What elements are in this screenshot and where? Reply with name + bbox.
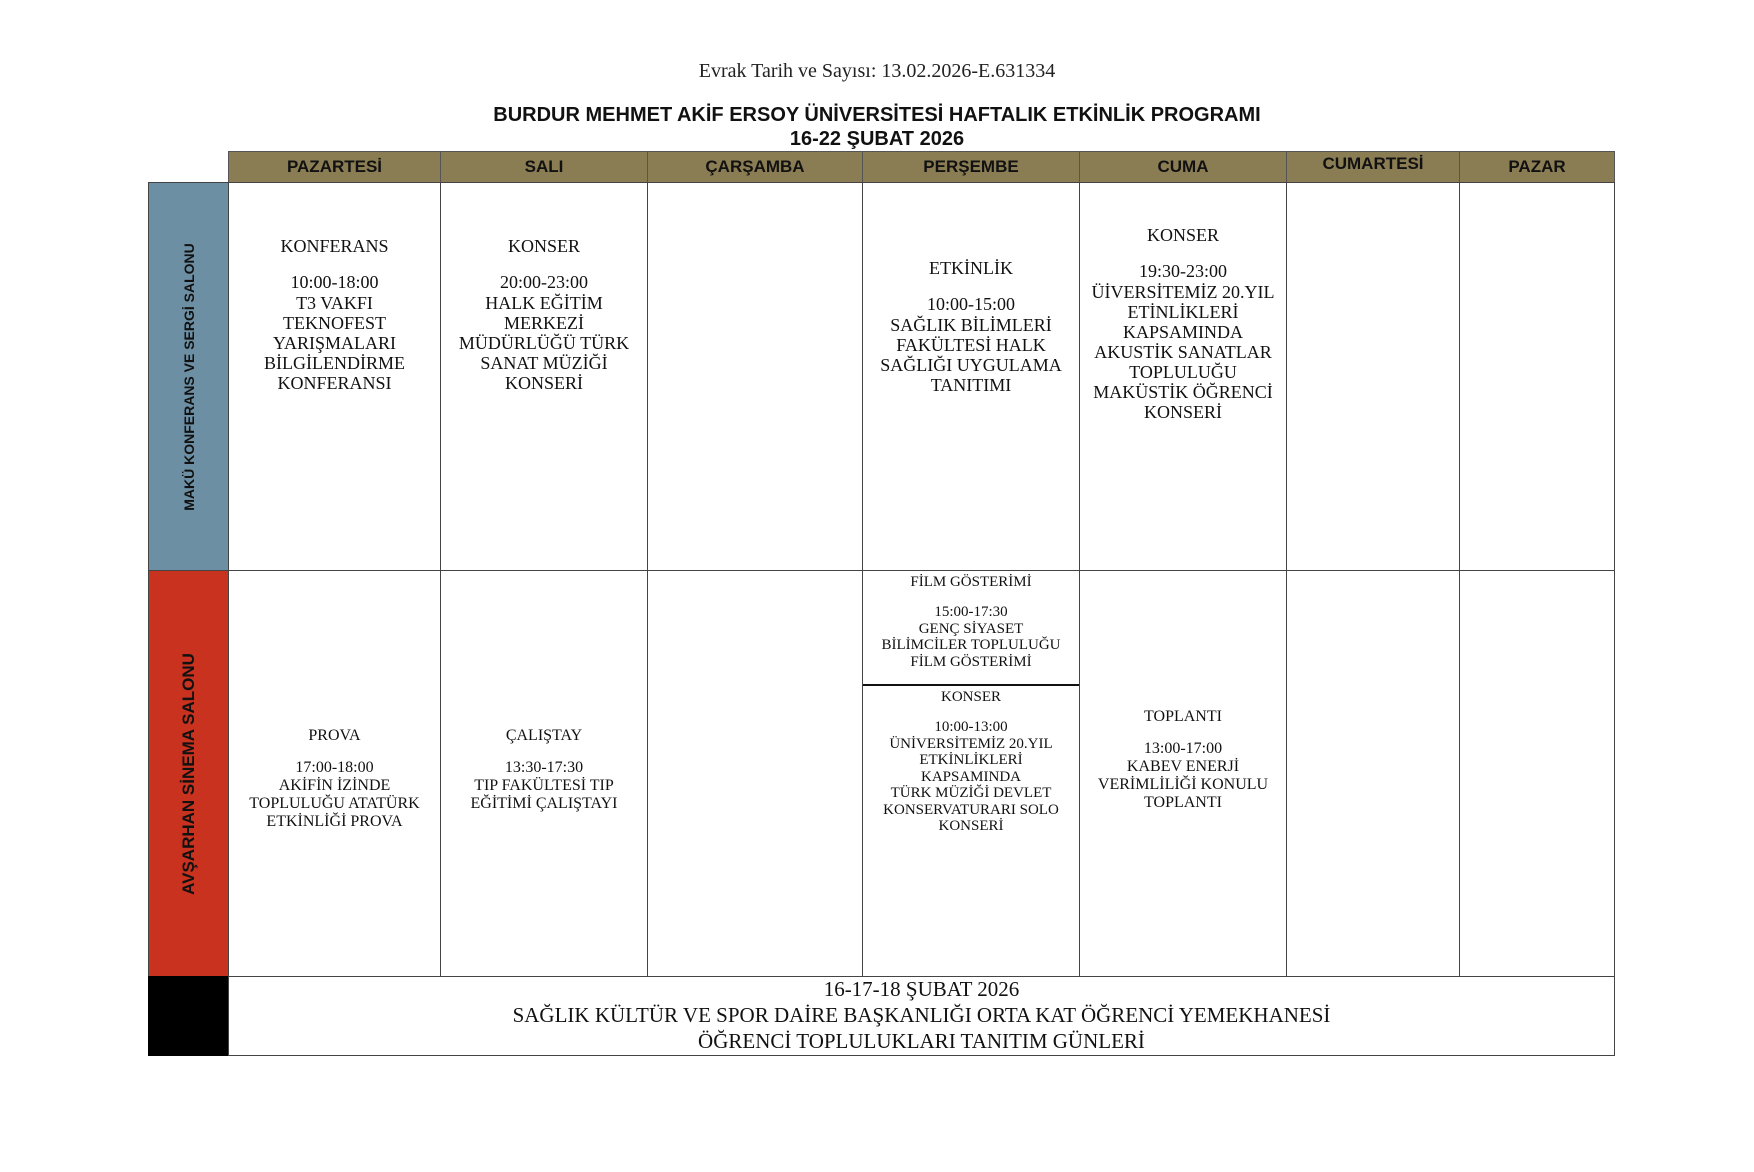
event-desc-line: MAKÜSTİK ÖĞRENCİ (1093, 382, 1273, 403)
event-konser (863, 689, 1079, 835)
event-time: 10:00-13:00 (934, 719, 1008, 735)
cell-mon-konferans (228, 182, 441, 571)
event-konser (441, 236, 647, 393)
event-desc-line: ETİNLİKLERİ (1127, 301, 1239, 322)
day-header-sunday: PAZAR (1459, 151, 1615, 183)
program-title: BURDUR MEHMET AKİF ERSOY ÜNİVERSİTESİ HAFTALIK ETKİNLİK PROGRAMI (493, 104, 1261, 126)
event-desc-line: MERKEZİ (504, 312, 584, 333)
event-desc-line: TIP FAKÜLTESİ TIP (474, 777, 614, 795)
event-desc-line: FİLM GÖSTERİMİ (910, 653, 1032, 670)
event-desc-line: SAĞLIĞI UYGULAMA (880, 354, 1062, 375)
event-type: KONSER (940, 689, 1001, 705)
event-desc-line: TANITIMI (930, 374, 1012, 395)
event-desc-line: AKUSTİK SANATLAR (1094, 341, 1272, 362)
event-prova (229, 727, 440, 831)
event-type: KONFERANS (280, 236, 389, 256)
footer-dates: 16-17-18 ŞUBAT 2026 (823, 977, 1020, 1002)
cell-sun-sinema (1459, 570, 1615, 977)
event-divider (863, 684, 1080, 686)
event-desc-line: VERİMLİLİĞİ KONULU (1097, 776, 1269, 794)
day-header-monday: PAZARTESİ (228, 151, 441, 183)
event-desc-line: TOPLULUĞU ATATÜRK (249, 795, 420, 813)
event-type: ETKİNLİK (929, 258, 1013, 278)
event-desc-line: AKİFİN İZİNDE (278, 777, 391, 795)
event-desc-line: GENÇ SİYASET (918, 620, 1024, 637)
event-calistay (441, 727, 647, 813)
event-desc-line: KONSERİ (938, 818, 1004, 834)
venue-label-konferans-salonu (148, 182, 229, 571)
event-desc-line: T3 VAKFI (296, 292, 373, 313)
cell-thu-konferans (862, 182, 1080, 571)
event-desc-line: KAPSAMINDA (920, 768, 1021, 785)
event-desc-line: SANAT MÜZİĞİ (480, 352, 608, 373)
venue-name-text: MAKÜ KONFERANS VE SERGİ SALONU (180, 242, 197, 511)
event-desc-line: KONFERANSI (277, 373, 392, 394)
event-time: 15:00-17:30 (934, 604, 1008, 620)
footer-side-block (148, 976, 229, 1056)
day-header-tuesday: SALI (440, 151, 648, 183)
document-reference: Evrak Tarih ve Sayısı: 13.02.2026-E.631334 (698, 60, 1056, 82)
event-type: KONSER (1146, 225, 1219, 245)
event-time: 10:00-18:00 (290, 272, 379, 293)
event-type: FİLM GÖSTERİMİ (910, 574, 1032, 590)
event-konser (1080, 225, 1286, 423)
cell-fri-konferans (1079, 182, 1287, 571)
event-desc-line: TÜRK MÜZİĞİ DEVLET (890, 785, 1052, 801)
event-film-gosterimi (863, 574, 1079, 670)
event-time: 17:00-18:00 (295, 759, 374, 777)
event-desc-line: MÜDÜRLÜĞÜ TÜRK (458, 332, 630, 353)
event-desc-line: ÜNİVERSİTEMİZ 20.YIL (889, 735, 1053, 752)
event-desc-line: KONSERİ (1143, 402, 1222, 423)
cell-wed-sinema (647, 570, 863, 977)
day-header-thursday: PERŞEMBE (862, 151, 1080, 183)
event-time: 20:00-23:00 (500, 272, 588, 293)
event-desc-line: KONSERVATURARI SOLO (883, 801, 1059, 818)
event-konferans (229, 236, 440, 393)
event-desc-line: HALK EĞİTİM (485, 292, 603, 313)
event-time: 13:30-17:30 (504, 759, 584, 777)
cell-sat-konferans (1286, 182, 1460, 571)
event-desc-line: SAĞLIK BİLİMLERİ (890, 314, 1052, 335)
footer-event-name: ÖĞRENCİ TOPLULUKLARI TANITIM GÜNLERİ (698, 1028, 1145, 1053)
event-desc-line: KONSERİ (504, 373, 583, 394)
event-time: 19:30-23:00 (1139, 261, 1227, 282)
cell-thu-sinema (862, 570, 1080, 977)
event-desc-line: KABEV ENERJİ (1126, 758, 1240, 776)
event-toplanti (1080, 708, 1286, 812)
event-type: ÇALIŞTAY (505, 727, 583, 744)
event-desc-line: BİLGİLENDİRME (264, 352, 405, 373)
day-header-friday: CUMA (1079, 151, 1287, 183)
event-desc-line: EĞİTİMİ ÇALIŞTAYI (470, 795, 618, 813)
venue-name-text: AVŞARHAN SİNEMA SALONU (178, 652, 198, 895)
event-desc-line: ETKİNLİĞİ PROVA (266, 813, 403, 831)
event-etkinlik (863, 258, 1079, 395)
event-type: TOPLANTI (1144, 708, 1222, 725)
event-desc-line: KAPSAMINDA (1122, 321, 1243, 342)
cell-sun-konferans (1459, 182, 1615, 571)
cell-fri-sinema (1079, 570, 1287, 977)
day-header-wednesday: ÇARŞAMBA (647, 151, 863, 183)
event-desc-line: TOPLULUĞU (1129, 362, 1237, 383)
cell-tue-sinema (440, 570, 648, 977)
cell-wed-konferans (647, 182, 863, 571)
cell-mon-sinema (228, 570, 441, 977)
event-desc-line: ETKİNLİKLERİ (919, 752, 1023, 768)
event-desc-line: TOPLANTI (1144, 794, 1222, 812)
event-desc-line: FAKÜLTESİ HALK (896, 334, 1046, 355)
event-type: KONSER (507, 236, 580, 256)
venue-label-sinema-salonu (148, 570, 229, 977)
cell-tue-konferans (440, 182, 648, 571)
cell-sat-sinema (1286, 570, 1460, 977)
event-desc-line: YARIŞMALARI (272, 332, 396, 353)
event-time: 10:00-15:00 (927, 294, 1015, 315)
program-dates: 16-22 ŞUBAT 2026 (789, 128, 965, 150)
day-header-saturday: CUMARTESİ (1286, 151, 1460, 183)
weekly-schedule-table (148, 151, 1615, 1056)
footer-location: SAĞLIK KÜLTÜR VE SPOR DAİRE BAŞKANLIĞI ORTA KAT ÖĞRENCİ YEMEKHANESİ (512, 1003, 1331, 1028)
event-time: 13:00-17:00 (1143, 740, 1223, 758)
event-desc-line: BİLİMCİLER TOPLULUĞU (881, 637, 1061, 653)
footer-announcement (228, 976, 1615, 1056)
event-type: PROVA (308, 727, 361, 744)
event-desc-line: ÜİVERSİTEMİZ 20.YIL (1091, 281, 1275, 302)
event-desc-line: TEKNOFEST (283, 312, 386, 333)
